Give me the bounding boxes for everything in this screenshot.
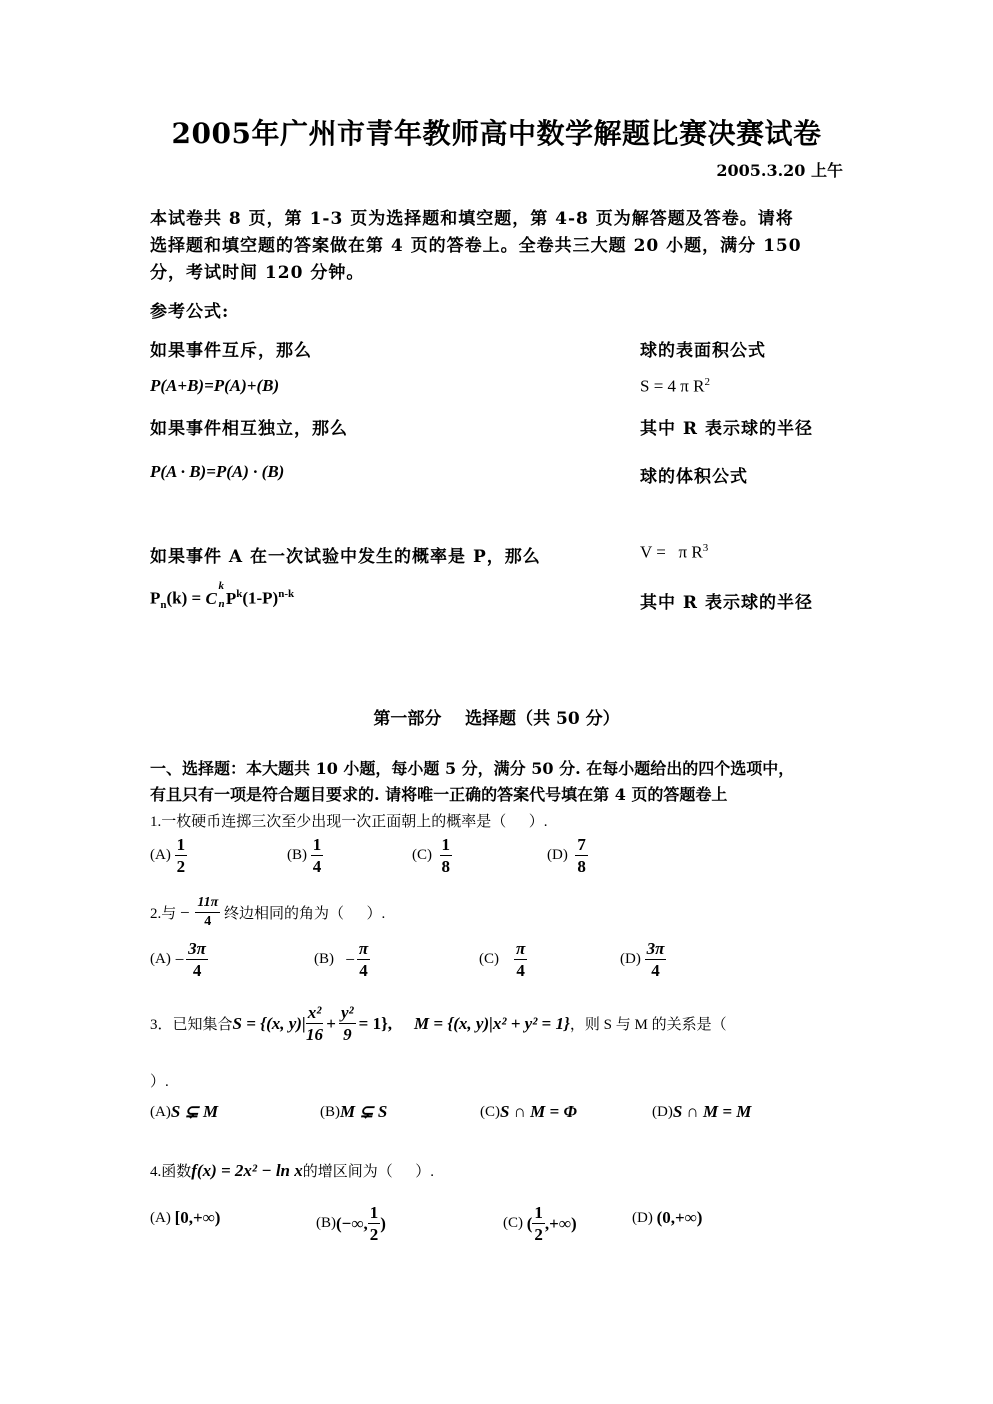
question-3-text: 3．已知集合 S = {(x, y)| $\frac{\text{x²}}{16}$ + $\frac{\text{y²}}{9}$ = 1}, M = {(x, y)|x² + y² = 1} ，则 S 与 M 的关系是（ bbox=[150, 1003, 727, 1044]
q1-option-a: (A) $\frac{1}{2}$ bbox=[150, 835, 186, 876]
binomial-formula: $P_n(k) = C$ k n $P^k(1-P)^{n-k}$ bbox=[150, 579, 295, 612]
intro-line-2: 选择题和填空题的答案做在第 4 页的答卷上。全卷共三大题 20 小题，满分 150 bbox=[150, 236, 802, 256]
section-title: 第一部分 选择题（共 50 分） bbox=[373, 709, 620, 729]
q2-option-b: (B) − $\frac{\pi}{4}$ bbox=[314, 939, 369, 980]
exam-date: 2005.3.20 上午 bbox=[716, 161, 843, 180]
q4-option-b: (B) (−∞, $\frac{1}{2}$ ) bbox=[316, 1203, 386, 1244]
section-instructions bbox=[150, 756, 850, 808]
q4-option-a: (A) [0,+∞) bbox=[150, 1208, 221, 1227]
question-4-text: 4.函数 f(x) = 2x² − ln x 的增区间为（ ）. bbox=[150, 1160, 435, 1180]
q3-option-b: (B) M ⊊ S bbox=[320, 1102, 388, 1121]
radius-note-2: 其中 R 表示球的半径 bbox=[640, 593, 813, 613]
sphere-volume-formula: V = π $R^3$ bbox=[640, 542, 709, 562]
sphere-surface-formula: S = 4 π $R^2$ bbox=[640, 376, 710, 396]
radius-note-1: 其中 R 表示球的半径 bbox=[640, 419, 813, 439]
reference-formula-label: 参考公式: bbox=[150, 302, 230, 322]
instr-line-2: 有且只有一项是符合题目要求的. 请将唯一正确的答案代号填在第 4 页的答题卷上 bbox=[150, 785, 728, 804]
sphere-surface-label: 球的表面积公式 bbox=[640, 341, 766, 361]
q3-option-a: (A) S ⊊ M bbox=[150, 1102, 219, 1121]
mutex-label: 如果事件互斥，那么 bbox=[150, 341, 312, 361]
q1-option-b: (B) $\frac{1}{4}$ bbox=[287, 835, 322, 876]
q1-option-d: (D) $\frac{7}{8}$ bbox=[547, 835, 586, 876]
trial-label: 如果事件 A 在一次试验中发生的概率是 P，那么 bbox=[150, 547, 541, 567]
q4-option-d: (D) (0,+∞) bbox=[632, 1208, 703, 1227]
sphere-volume-label: 球的体积公式 bbox=[640, 467, 748, 487]
instr-line-1: 一、选择题：本大题共 10 小题，每小题 5 分，满分 50 分. 在每小题给出的四个选项中， bbox=[150, 759, 795, 778]
independent-label: 如果事件相互独立，那么 bbox=[150, 419, 348, 439]
mutex-formula: P(A+B)=P(A)+(B) bbox=[150, 376, 280, 395]
q2-option-d: (D) $\frac{3\pi}{4}$ bbox=[620, 939, 665, 980]
question-3-line-2: ）. bbox=[150, 1074, 169, 1090]
q3-option-c: (C) S ∩ M = Φ bbox=[480, 1102, 577, 1121]
question-1-text: 1.一枚硬币连掷三次至少出现一次正面朝上的概率是（ ）. bbox=[150, 814, 548, 830]
q4-option-c: (C) ( $\frac{1}{2}$ ,+∞) bbox=[503, 1203, 577, 1244]
independent-formula: P(A · B)=P(A) · (B) bbox=[150, 462, 285, 481]
question-2-text: 2.与 − $\frac{11\pi}{4}$ 终边相同的角为（ ）. bbox=[150, 895, 386, 929]
intro-line-1: 本试卷共 8 页，第 1-3 页为选择题和填空题，第 4-8 页为解答题及答卷。请将 bbox=[150, 209, 794, 229]
q1-option-c: (C) $\frac{1}{8}$ bbox=[412, 835, 450, 876]
intro-paragraph bbox=[150, 206, 845, 287]
intro-line-3: 分，考试时间 120 分钟。 bbox=[150, 263, 365, 283]
q2-option-a: (A) − $\frac{3\pi}{4}$ bbox=[150, 939, 206, 980]
page-title: 2005年广州市青年教师高中数学解题比赛决赛试卷 bbox=[171, 117, 822, 150]
q3-option-d: (D) S ∩ M = M bbox=[652, 1102, 752, 1121]
q2-option-c: (C) $\frac{\pi}{4}$ bbox=[479, 939, 526, 980]
